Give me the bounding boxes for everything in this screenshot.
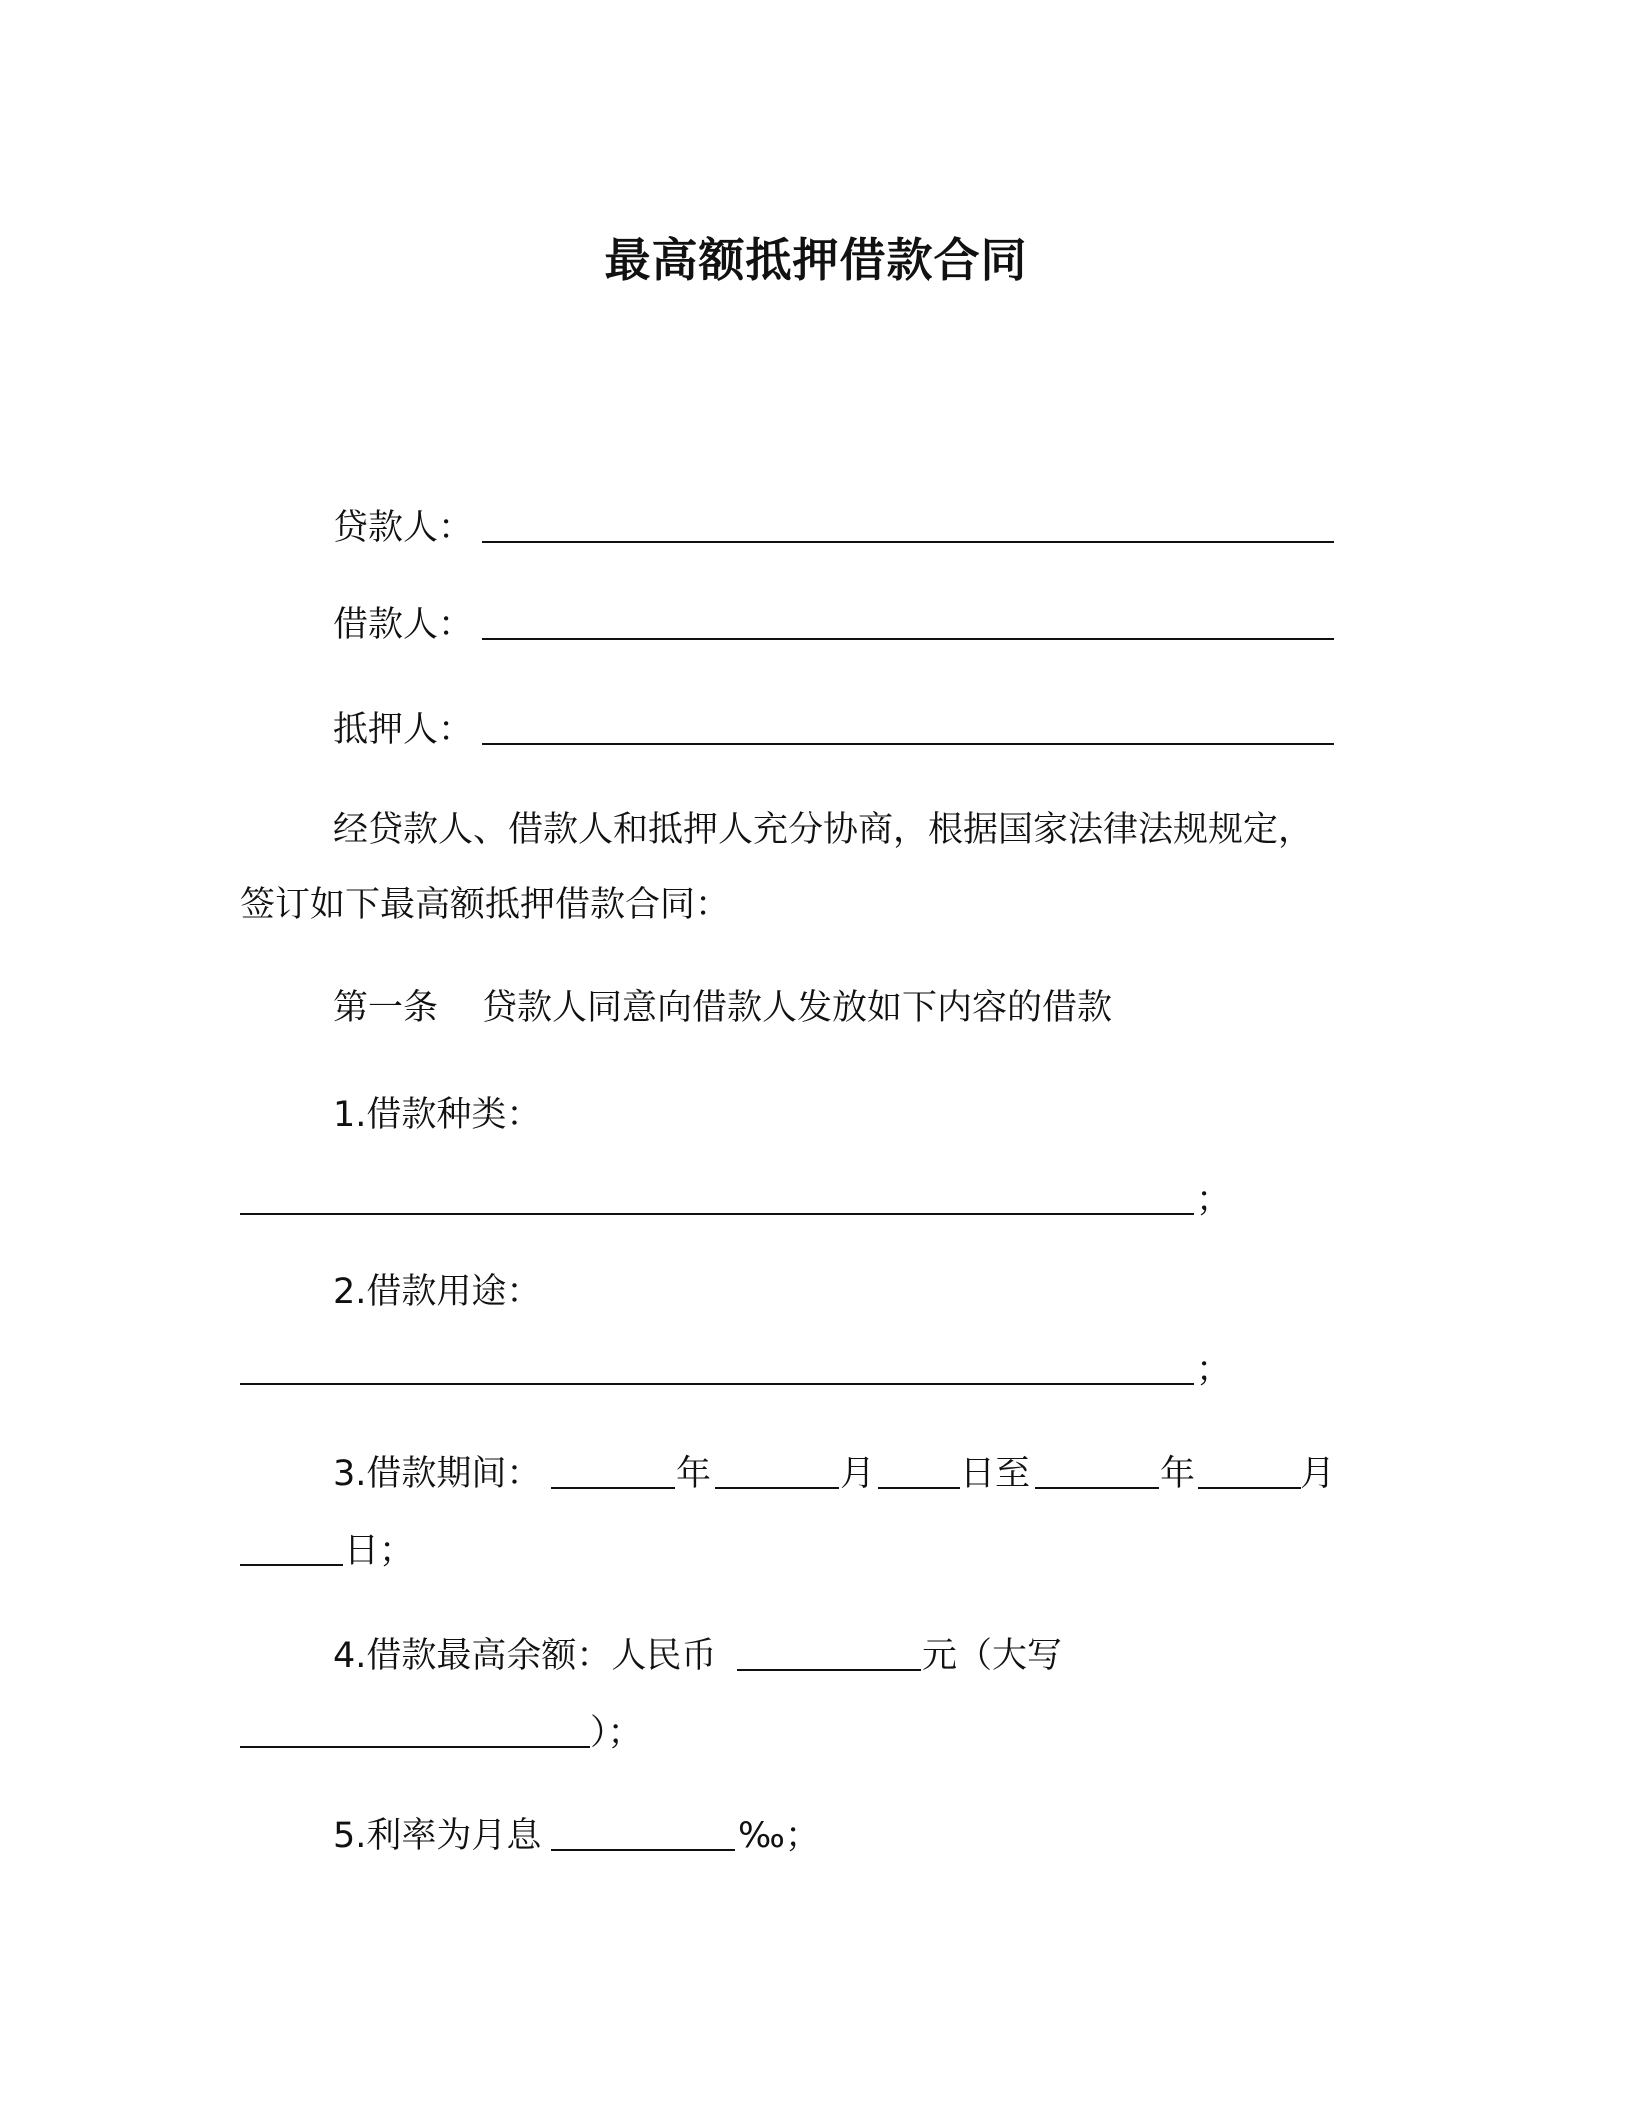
end-year-unit: 年 bbox=[1160, 1454, 1196, 1494]
loan-type-label: 1.借款种类： bbox=[333, 1095, 542, 1135]
article1-text: 贷款人同意向借款人发放如下内容的借款 bbox=[482, 988, 1113, 1028]
loan-purpose-line bbox=[0, 1262, 1632, 1322]
interest-rate-line bbox=[0, 1806, 1632, 1866]
max-balance-uppercase-label: 元（大写 bbox=[922, 1636, 1063, 1676]
end-month-field[interactable] bbox=[1198, 1487, 1301, 1489]
loan-period-line-2 bbox=[0, 1521, 1632, 1581]
loan-purpose-blank-line bbox=[0, 1340, 1632, 1400]
loan-type-line bbox=[0, 1085, 1632, 1145]
interest-rate-unit: ‰； bbox=[738, 1816, 820, 1856]
start-month-field[interactable] bbox=[715, 1487, 839, 1489]
start-month-unit: 月 bbox=[840, 1454, 876, 1494]
end-day-field[interactable] bbox=[240, 1564, 343, 1566]
mortgagor-line bbox=[0, 700, 1632, 760]
max-balance-amount-field[interactable] bbox=[737, 1669, 921, 1671]
start-day-field[interactable] bbox=[878, 1487, 960, 1489]
end-day-unit: 日； bbox=[344, 1531, 415, 1571]
max-balance-line bbox=[0, 1626, 1632, 1686]
lender-line bbox=[0, 498, 1632, 558]
borrower-label: 借款人： bbox=[333, 605, 474, 645]
start-year-field[interactable] bbox=[551, 1487, 675, 1489]
loan-type-field[interactable] bbox=[240, 1213, 1194, 1215]
end-year-field[interactable] bbox=[1035, 1487, 1159, 1489]
borrower-field[interactable] bbox=[482, 638, 1334, 640]
max-balance-close: ）； bbox=[590, 1713, 643, 1753]
mortgagor-field[interactable] bbox=[482, 743, 1334, 745]
document-title: 最高额抵押借款合同 bbox=[604, 233, 1028, 287]
preamble-line-1 bbox=[0, 800, 1632, 860]
preamble-text-1: 经贷款人、借款人和抵押人充分协商，根据国家法律法规规定， bbox=[333, 810, 1314, 850]
loan-type-blank-line bbox=[0, 1170, 1632, 1230]
loan-type-semicolon: ； bbox=[1196, 1180, 1232, 1220]
interest-rate-label: 5.利率为月息 bbox=[333, 1816, 542, 1856]
loan-period-line bbox=[0, 1444, 1632, 1504]
preamble-line-2 bbox=[0, 875, 1632, 935]
max-balance-uppercase-field[interactable] bbox=[240, 1746, 590, 1748]
max-balance-label: 4.借款最高余额：人民币 bbox=[333, 1636, 717, 1676]
loan-purpose-semicolon: ； bbox=[1196, 1350, 1232, 1390]
interest-rate-field[interactable] bbox=[551, 1849, 735, 1851]
article1-line bbox=[0, 978, 1632, 1038]
borrower-line bbox=[0, 595, 1632, 655]
loan-purpose-field[interactable] bbox=[240, 1383, 1194, 1385]
end-month-unit: 月 bbox=[1300, 1454, 1336, 1494]
preamble-text-2: 签订如下最高额抵押借款合同： bbox=[240, 885, 731, 925]
lender-field[interactable] bbox=[482, 541, 1334, 543]
max-balance-line-2 bbox=[0, 1703, 1632, 1763]
loan-period-label: 3.借款期间： bbox=[333, 1454, 542, 1494]
mortgagor-label: 抵押人： bbox=[333, 710, 474, 750]
start-year-unit: 年 bbox=[676, 1454, 712, 1494]
start-day-unit: 日至 bbox=[960, 1454, 1031, 1494]
lender-label: 贷款人： bbox=[333, 508, 474, 548]
loan-purpose-label: 2.借款用途： bbox=[333, 1272, 542, 1312]
article1-heading: 第一条 bbox=[333, 988, 439, 1028]
